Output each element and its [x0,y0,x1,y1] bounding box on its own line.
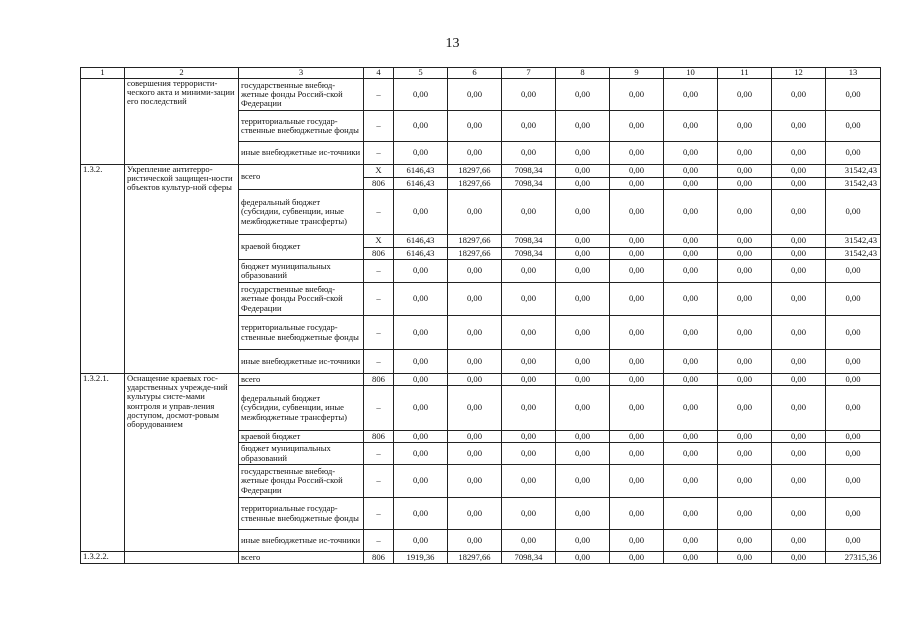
value-cell-col-6: 18297,66 [448,178,502,190]
value-cell-col-5: 0,00 [394,190,448,235]
value-cell-col-12: 0,00 [772,142,826,165]
value-cell-col-9: 0,00 [610,248,664,260]
value-cell-col-6: 18297,66 [448,248,502,260]
table-row [81,374,881,386]
column-header-4: 4 [364,68,394,79]
budget-code: X [364,165,394,178]
value-cell-col-11: 0,00 [718,248,772,260]
value-cell-col-5: 0,00 [394,374,448,386]
budget-code: 806 [364,431,394,443]
value-cell-col-6: 18297,66 [448,165,502,178]
value-cell-col-5: 0,00 [394,350,448,374]
value-cell-col-12: 0,00 [772,498,826,530]
value-cell-col-7: 0,00 [502,431,556,443]
value-cell-col-11: 0,00 [718,530,772,552]
value-cell-col-6: 0,00 [448,283,502,316]
value-cell-col-12: 0,00 [772,165,826,178]
item-name [125,552,239,564]
value-cell-col-7: 0,00 [502,111,556,142]
value-cell-col-11: 0,00 [718,111,772,142]
budget-code: – [364,283,394,316]
budget-code: 806 [364,552,394,564]
budget-code: – [364,142,394,165]
value-cell-col-13: 31542,43 [826,165,881,178]
column-header-12: 12 [772,68,826,79]
value-cell-col-11: 0,00 [718,283,772,316]
budget-code: – [364,530,394,552]
value-cell-col-13: 0,00 [826,443,881,465]
value-cell-col-6: 0,00 [448,79,502,111]
value-cell-col-7: 0,00 [502,316,556,350]
value-cell-col-11: 0,00 [718,386,772,431]
item-code: 1.3.2.2. [81,552,125,564]
page-number: 13 [445,36,460,51]
budget-code: – [364,350,394,374]
value-cell-col-11: 0,00 [718,552,772,564]
funding-source: государственные внебюд-жетные фонды Россий-ской Федерации [239,79,364,111]
value-cell-col-8: 0,00 [556,316,610,350]
item-name: Оснащение краевых гос-ударственных учрежде-ний культуры систе-мами контроля и управ-ления доступом, досмот-ровым оборудованием [125,374,239,552]
budget-code: – [364,443,394,465]
value-cell-col-5: 0,00 [394,498,448,530]
value-cell-col-11: 0,00 [718,142,772,165]
value-cell-col-13: 0,00 [826,374,881,386]
value-cell-col-9: 0,00 [610,530,664,552]
value-cell-col-9: 0,00 [610,111,664,142]
value-cell-col-8: 0,00 [556,530,610,552]
value-cell-col-13: 0,00 [826,190,881,235]
column-header-10: 10 [664,68,718,79]
budget-code: – [364,498,394,530]
value-cell-col-10: 0,00 [664,431,718,443]
value-cell-col-13: 0,00 [826,465,881,498]
budget-code: 806 [364,178,394,190]
value-cell-col-9: 0,00 [610,431,664,443]
item-code [81,79,125,165]
value-cell-col-11: 0,00 [718,165,772,178]
column-header-2: 2 [125,68,239,79]
value-cell-col-10: 0,00 [664,142,718,165]
funding-source: всего [239,552,364,564]
value-cell-col-12: 0,00 [772,374,826,386]
item-code: 1.3.2.1. [81,374,125,552]
value-cell-col-8: 0,00 [556,283,610,316]
value-cell-col-6: 18297,66 [448,552,502,564]
budget-table [80,67,881,564]
value-cell-col-10: 0,00 [664,111,718,142]
budget-code: – [364,79,394,111]
value-cell-col-11: 0,00 [718,498,772,530]
column-header-13: 13 [826,68,881,79]
value-cell-col-12: 0,00 [772,316,826,350]
column-header-3: 3 [239,68,364,79]
value-cell-col-10: 0,00 [664,235,718,248]
value-cell-col-13: 31542,43 [826,178,881,190]
value-cell-col-8: 0,00 [556,498,610,530]
item-code: 1.3.2. [81,165,125,374]
value-cell-col-6: 0,00 [448,443,502,465]
value-cell-col-10: 0,00 [664,443,718,465]
value-cell-col-12: 0,00 [772,190,826,235]
value-cell-col-7: 0,00 [502,374,556,386]
value-cell-col-13: 0,00 [826,386,881,431]
value-cell-col-8: 0,00 [556,79,610,111]
value-cell-col-13: 0,00 [826,111,881,142]
value-cell-col-9: 0,00 [610,79,664,111]
value-cell-col-9: 0,00 [610,178,664,190]
value-cell-col-10: 0,00 [664,386,718,431]
value-cell-col-8: 0,00 [556,235,610,248]
value-cell-col-5: 0,00 [394,316,448,350]
value-cell-col-9: 0,00 [610,350,664,374]
value-cell-col-10: 0,00 [664,79,718,111]
value-cell-col-6: 0,00 [448,374,502,386]
value-cell-col-8: 0,00 [556,443,610,465]
value-cell-col-9: 0,00 [610,260,664,283]
value-cell-col-12: 0,00 [772,178,826,190]
value-cell-col-5: 0,00 [394,283,448,316]
value-cell-col-13: 0,00 [826,350,881,374]
budget-code: 806 [364,248,394,260]
budget-code: X [364,235,394,248]
value-cell-col-5: 1919,36 [394,552,448,564]
value-cell-col-7: 0,00 [502,79,556,111]
value-cell-col-8: 0,00 [556,248,610,260]
value-cell-col-6: 0,00 [448,350,502,374]
column-header-6: 6 [448,68,502,79]
value-cell-col-7: 0,00 [502,283,556,316]
value-cell-col-10: 0,00 [664,283,718,316]
value-cell-col-11: 0,00 [718,190,772,235]
value-cell-col-12: 0,00 [772,386,826,431]
value-cell-col-13: 0,00 [826,431,881,443]
value-cell-col-12: 0,00 [772,235,826,248]
value-cell-col-10: 0,00 [664,374,718,386]
value-cell-col-9: 0,00 [610,235,664,248]
value-cell-col-7: 7098,34 [502,235,556,248]
value-cell-col-6: 18297,66 [448,235,502,248]
value-cell-col-12: 0,00 [772,350,826,374]
value-cell-col-11: 0,00 [718,235,772,248]
value-cell-col-7: 0,00 [502,142,556,165]
value-cell-col-5: 6146,43 [394,165,448,178]
value-cell-col-8: 0,00 [556,350,610,374]
value-cell-col-10: 0,00 [664,350,718,374]
value-cell-col-12: 0,00 [772,248,826,260]
value-cell-col-10: 0,00 [664,178,718,190]
value-cell-col-8: 0,00 [556,190,610,235]
value-cell-col-13: 0,00 [826,283,881,316]
funding-source: всего [239,165,364,190]
value-cell-col-11: 0,00 [718,79,772,111]
table-body [81,79,881,564]
value-cell-col-8: 0,00 [556,178,610,190]
value-cell-col-5: 0,00 [394,386,448,431]
value-cell-col-12: 0,00 [772,111,826,142]
value-cell-col-10: 0,00 [664,530,718,552]
value-cell-col-6: 0,00 [448,316,502,350]
value-cell-col-12: 0,00 [772,552,826,564]
value-cell-col-5: 0,00 [394,111,448,142]
value-cell-col-10: 0,00 [664,316,718,350]
value-cell-col-9: 0,00 [610,190,664,235]
value-cell-col-8: 0,00 [556,386,610,431]
value-cell-col-7: 7098,34 [502,248,556,260]
value-cell-col-10: 0,00 [664,498,718,530]
budget-code: – [364,386,394,431]
column-header-8: 8 [556,68,610,79]
funding-source: территориальные государ-ственные внебюджетные фонды [239,111,364,142]
value-cell-col-6: 0,00 [448,498,502,530]
value-cell-col-5: 0,00 [394,443,448,465]
value-cell-col-5: 0,00 [394,530,448,552]
value-cell-col-9: 0,00 [610,165,664,178]
value-cell-col-9: 0,00 [610,386,664,431]
value-cell-col-8: 0,00 [556,111,610,142]
value-cell-col-13: 0,00 [826,79,881,111]
value-cell-col-8: 0,00 [556,374,610,386]
funding-source: территориальные государ-ственные внебюджетные фонды [239,498,364,530]
value-cell-col-10: 0,00 [664,465,718,498]
value-cell-col-7: 0,00 [502,465,556,498]
value-cell-col-12: 0,00 [772,431,826,443]
value-cell-col-13: 31542,43 [826,235,881,248]
value-cell-col-5: 0,00 [394,79,448,111]
value-cell-col-7: 7098,34 [502,178,556,190]
value-cell-col-5: 0,00 [394,260,448,283]
value-cell-col-5: 0,00 [394,431,448,443]
value-cell-col-9: 0,00 [610,498,664,530]
value-cell-col-6: 0,00 [448,530,502,552]
value-cell-col-10: 0,00 [664,165,718,178]
value-cell-col-7: 0,00 [502,443,556,465]
value-cell-col-7: 0,00 [502,190,556,235]
funding-source: федеральный бюджет (субсидии, субвенции, иные межбюджетные трансферты) [239,386,364,431]
funding-source: всего [239,374,364,386]
value-cell-col-5: 0,00 [394,465,448,498]
value-cell-col-9: 0,00 [610,443,664,465]
value-cell-col-6: 0,00 [448,431,502,443]
column-header-11: 11 [718,68,772,79]
value-cell-col-10: 0,00 [664,248,718,260]
value-cell-col-6: 0,00 [448,111,502,142]
value-cell-col-10: 0,00 [664,260,718,283]
value-cell-col-5: 6146,43 [394,235,448,248]
value-cell-col-7: 0,00 [502,530,556,552]
value-cell-col-12: 0,00 [772,283,826,316]
funding-source: иные внебюджетные ис-точники [239,530,364,552]
budget-code: – [364,260,394,283]
value-cell-col-5: 0,00 [394,142,448,165]
value-cell-col-7: 0,00 [502,260,556,283]
value-cell-col-8: 0,00 [556,431,610,443]
value-cell-col-12: 0,00 [772,530,826,552]
value-cell-col-9: 0,00 [610,465,664,498]
value-cell-col-8: 0,00 [556,465,610,498]
value-cell-col-13: 0,00 [826,530,881,552]
column-header-7: 7 [502,68,556,79]
table-row [81,552,881,564]
value-cell-col-12: 0,00 [772,79,826,111]
value-cell-col-8: 0,00 [556,552,610,564]
funding-source: краевой бюджет [239,431,364,443]
value-cell-col-11: 0,00 [718,443,772,465]
value-cell-col-11: 0,00 [718,431,772,443]
value-cell-col-13: 0,00 [826,498,881,530]
value-cell-col-13: 0,00 [826,260,881,283]
value-cell-col-6: 0,00 [448,465,502,498]
value-cell-col-7: 0,00 [502,386,556,431]
value-cell-col-11: 0,00 [718,465,772,498]
value-cell-col-13: 31542,43 [826,248,881,260]
value-cell-col-8: 0,00 [556,142,610,165]
value-cell-col-12: 0,00 [772,260,826,283]
value-cell-col-12: 0,00 [772,465,826,498]
item-name: совершения террористи-ческого акта и миними-зации его последствий [125,79,239,165]
value-cell-col-9: 0,00 [610,374,664,386]
value-cell-col-7: 0,00 [502,350,556,374]
value-cell-col-11: 0,00 [718,260,772,283]
funding-source: бюджет муниципальных образований [239,260,364,283]
funding-source: иные внебюджетные ис-точники [239,350,364,374]
budget-code: – [364,111,394,142]
value-cell-col-11: 0,00 [718,374,772,386]
funding-source: федеральный бюджет (субсидии, субвенции, иные межбюджетные трансферты) [239,190,364,235]
budget-code: 806 [364,374,394,386]
budget-code: – [364,316,394,350]
column-header-row [81,68,881,79]
value-cell-col-5: 6146,43 [394,178,448,190]
value-cell-col-6: 0,00 [448,260,502,283]
value-cell-col-13: 0,00 [826,316,881,350]
column-header-1: 1 [81,68,125,79]
value-cell-col-9: 0,00 [610,142,664,165]
value-cell-col-6: 0,00 [448,386,502,431]
table-row [81,165,881,178]
value-cell-col-12: 0,00 [772,443,826,465]
funding-source: государственные внебюд-жетные фонды Россий-ской Федерации [239,465,364,498]
value-cell-col-5: 6146,43 [394,248,448,260]
value-cell-col-11: 0,00 [718,178,772,190]
column-header-9: 9 [610,68,664,79]
funding-source: бюджет муниципальных образований [239,443,364,465]
value-cell-col-6: 0,00 [448,142,502,165]
value-cell-col-11: 0,00 [718,316,772,350]
value-cell-col-6: 0,00 [448,190,502,235]
column-header-5: 5 [394,68,448,79]
table-row [81,79,881,111]
value-cell-col-7: 0,00 [502,498,556,530]
budget-code: – [364,465,394,498]
value-cell-col-7: 7098,34 [502,552,556,564]
value-cell-col-9: 0,00 [610,283,664,316]
item-name: Укрепление антитерро-ристической защищен-ности объектов культур-ной сферы [125,165,239,374]
value-cell-col-13: 0,00 [826,142,881,165]
value-cell-col-8: 0,00 [556,165,610,178]
funding-source: иные внебюджетные ис-точники [239,142,364,165]
funding-source: краевой бюджет [239,235,364,260]
budget-code: – [364,190,394,235]
value-cell-col-7: 7098,34 [502,165,556,178]
funding-source: государственные внебюд-жетные фонды Россий-ской Федерации [239,283,364,316]
value-cell-col-10: 0,00 [664,190,718,235]
value-cell-col-9: 0,00 [610,552,664,564]
value-cell-col-11: 0,00 [718,350,772,374]
value-cell-col-9: 0,00 [610,316,664,350]
value-cell-col-10: 0,00 [664,552,718,564]
value-cell-col-8: 0,00 [556,260,610,283]
value-cell-col-13: 27315,36 [826,552,881,564]
funding-source: территориальные государ-ственные внебюджетные фонды [239,316,364,350]
